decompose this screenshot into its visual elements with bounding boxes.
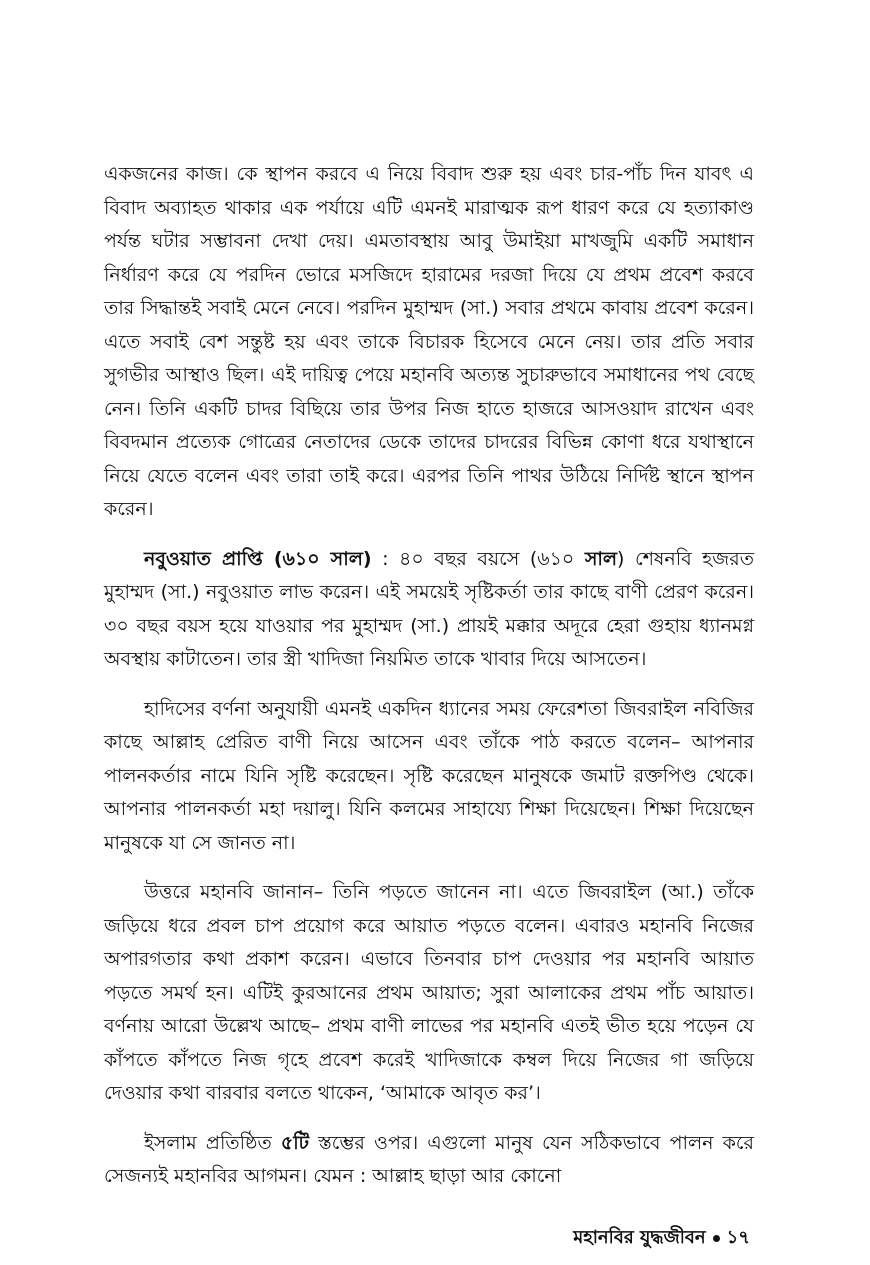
paragraph-3: হাদিসের বর্ণনা অনুযায়ী এমনই একদিন ধ্যানের সময় ফেরেশতা জিবরাইল নবিজির কাছে আল্লাহ প্রেরিত বাণী নিয়ে আসেন এবং তাঁকে পাঠ করতে বলেন– আপনার পালনকর্তার নামে যিনি সৃষ্টি করেছেন। সৃষ্টি করেছেন মানুষকে জমাট রক্তপিণ্ড থেকে। আপনার পালনকর্তা মহা দয়ালু। যিনি কলমের সাহায্যে শিক্ষা দিয়েছেন। শিক্ষা দিয়েছেন মানুষকে যা সে জানত না। xyxy=(104,697,754,854)
paragraph-2-lead: : ৪০ বছর বয়সে (৬১০ xyxy=(371,547,585,570)
running-title: মহানবির যুদ্ধজীবন xyxy=(573,1227,706,1248)
paragraph-5 xyxy=(104,1127,754,1194)
paragraph-5-lead: ইসলাম প্রতিষ্ঠিত xyxy=(144,1131,281,1154)
paragraph-2-text: ) শেষনবি হজরত মুহাম্মদ (সা.) নবুওয়াত লাভ করেন। এই সময়েই সৃষ্টিকর্তা তার কাছে বাণী প্রেরণ করেন। ৩০ বছর বয়স হয়ে যাওয়ার পর মুহাম্মদ (সা.) প্রায়ই মক্কার অদূরে হেরা গুহায় ধ্যানমগ্ন অবস্থায় কাটাতেন। তার স্ত্রী খাদিজা নিয়মিত তাকে খাবার দিয়ে আসতেন। xyxy=(104,547,754,670)
paragraph-5-bold: ৫টি xyxy=(280,1131,309,1154)
paragraph-5-text: স্তম্ভের ওপর। এগুলো মানুষ যেন সঠিকভাবে পালন করে সেজন্যই মহানবির আগমন। যেমন : আল্লাহ ছাড়া আর কোনো xyxy=(104,1131,754,1187)
section-heading: নবুওয়াত প্রাপ্তি (৬১০ সাল) xyxy=(144,547,372,570)
paragraph-2-bold: সাল xyxy=(584,547,618,570)
page-number: ১৭ xyxy=(726,1227,750,1248)
bullet-dot-icon xyxy=(713,1235,720,1242)
page-body xyxy=(104,158,754,1210)
paragraph-4: উত্তরে মহানবি জানান– তিনি পড়তে জানেন না। এতে জিবরাইল (আ.) তাঁকে জড়িয়ে ধরে প্রবল চাপ প্রয়োগ করে আয়াত পড়তে বলেন। এবারও মহানবি নিজের অপারগতার কথা প্রকাশ করেন। এভাবে তিনবার চাপ দেওয়ার পর মহানবি আয়াত পড়তে সমর্থ হন। এটিই কুরআনের প্রথম আয়াত; সুরা আলাকের প্রথম পাঁচ আয়াত। বর্ণনায় আরো উল্লেখ আছে– প্রথম বাণী লাভের পর মহানবি এতই ভীত হয়ে পড়েন যে কাঁপতে কাঁপতে নিজ গৃহে প্রবেশ করেই খাদিজাকে কম্বল দিয়ে নিজের গা জড়িয়ে দেওয়ার কথা বারবার বলতে থাকেন, ‘আমাকে আবৃত কর’। xyxy=(104,881,754,1104)
page-footer xyxy=(573,1223,750,1254)
paragraph-2 xyxy=(104,543,754,677)
paragraph-1: একজনের কাজ। কে স্থাপন করবে এ নিয়ে বিবাদ শুরু হয় এবং চার-পাঁচ দিন যাবৎ এ বিবাদ অব্যাহত থাকার এক পর্যায়ে এটি এমনই মারাত্মক রূপ ধারণ করে যে হত্যাকাণ্ড পর্যন্ত ঘটার সম্ভাবনা দেখা দেয়। এমতাবস্থায় আবু উমাইয়া মাখজুমি একটি সমাধান নির্ধারণ করে যে পরদিন ভোরে মসজিদে হারামের দরজা দিয়ে যে প্রথম প্রবেশ করবে তার সিদ্ধান্তই সবাই মেনে নেবে। পরদিন মুহাম্মদ (সা.) সবার প্রথমে কাবায় প্রবেশ করেন। এতে সবাই বেশ সন্তুষ্ট হয় এবং তাকে বিচারক হিসেবে মেনে নেয়। তার প্রতি সবার সুগভীর আস্থাও ছিল। এই দায়িত্ব পেয়ে মহানবি অত্যন্ত সুচারুভাবে সমাধানের পথ বেছে নেন। তিনি একটি চাদর বিছিয়ে তার উপর নিজ হাতে হাজরে আসওয়াদ রাখেন এবং বিবদমান প্রত্যেক গোত্রের নেতাদের ডেকে তাদের চাদরের বিভিন্ন কোণা ধরে যথাস্থানে নিয়ে যেতে বলেন এবং তারা তাই করে। এরপর তিনি পাথর উঠিয়ে নির্দিষ্ট স্থানে স্থাপন করেন। xyxy=(104,163,754,520)
